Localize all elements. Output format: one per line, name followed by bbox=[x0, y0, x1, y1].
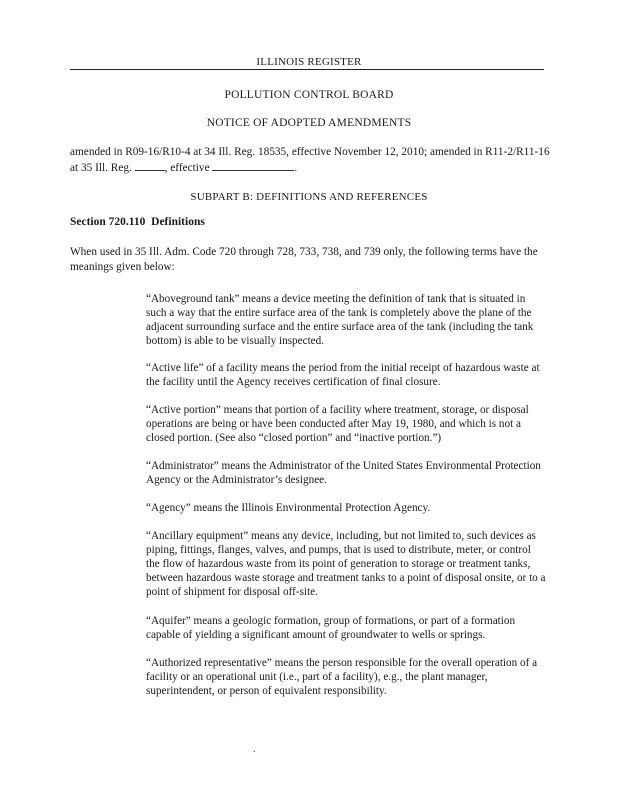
subpart-heading: SUBPART B: DEFINITIONS AND REFERENCES bbox=[190, 191, 428, 203]
intro-paragraph: When used in 35 Ill. Adm. Code 720 through 728, 733, 738, and 739 only, the following terms have the meanings given below: bbox=[70, 246, 538, 273]
amendment-text-1: amended in R09-16/R10-4 at 34 Ill. Reg. 18535, effective November 12, 2010; amended in R11-2/R11-16 at 35 Ill. Reg. bbox=[70, 146, 550, 174]
definition-aboveground-tank: “Aboveground tank” means a device meeting the definition of tank that is situated in such a way that the entire surface area of the tank is completely above the plane of the adjacent surrounding surface and the entire surface area of the tank (including the tank bottom) is able to be visually inspected. bbox=[146, 293, 534, 347]
board-title: POLLUTION CONTROL BOARD bbox=[224, 89, 394, 101]
header-rule bbox=[70, 69, 544, 70]
definition-active-life: “Active life” of a facility means the period from the initial receipt of hazardous waste at the facility until the Agency receives certification of final closure. bbox=[146, 362, 540, 388]
definition-authorized-representative: “Authorized representative” means the person responsible for the overall operation of a facility or an operational unit (i.e., part of a facility), e.g., the plant manager, superintendent, or person of equivalent responsibility. bbox=[146, 657, 538, 697]
page-mark: . bbox=[253, 744, 256, 755]
definition-agency: “Agency” means the Illinois Environmental Protection Agency. bbox=[146, 502, 431, 514]
definition-administrator: “Administrator” means the Administrator of the United States Environmental Protection Agency or the Administrator’s designee. bbox=[146, 460, 541, 486]
section-title: Definitions bbox=[151, 216, 205, 228]
reg-page-blank bbox=[135, 160, 165, 171]
section-number: Section 720.110 bbox=[70, 216, 146, 228]
definition-ancillary-equipment: “Ancillary equipment” means any device, including, but not limited to, such devices as piping, fittings, flanges, valves, and pumps, that is used to distribute, meter, or control the flow of hazardous waste from its point of generation to storage or treatment tanks, between hazardous waste storage and treatment tanks to a point of disposal onsite, or to a point of shipment for disposal off-site. bbox=[146, 530, 546, 598]
notice-title: NOTICE OF ADOPTED AMENDMENTS bbox=[206, 117, 412, 129]
definition-active-portion: “Active portion” means that portion of a facility where treatment, storage, or disposal operations are being or have been conducted after May 19, 1980, and which is not a closed portion. (See also “closed portion” and “inactive portion.”) bbox=[146, 404, 529, 444]
register-header: ILLINOIS REGISTER bbox=[256, 56, 362, 68]
amendment-text-2: , effective bbox=[164, 162, 213, 174]
amendment-history: amended in R09-16/R10-4 at 34 Ill. Reg. 18535, effective November 12, 2010; amended in R11-2/R11-16 at 35 Ill. Reg. , effective . bbox=[70, 146, 550, 174]
effective-date-blank bbox=[212, 160, 294, 171]
section-heading bbox=[70, 216, 205, 228]
definition-aquifer: “Aquifer” means a geologic formation, group of formations, or part of a formation capable of yielding a significant amount of groundwater to wells or springs. bbox=[146, 615, 516, 641]
